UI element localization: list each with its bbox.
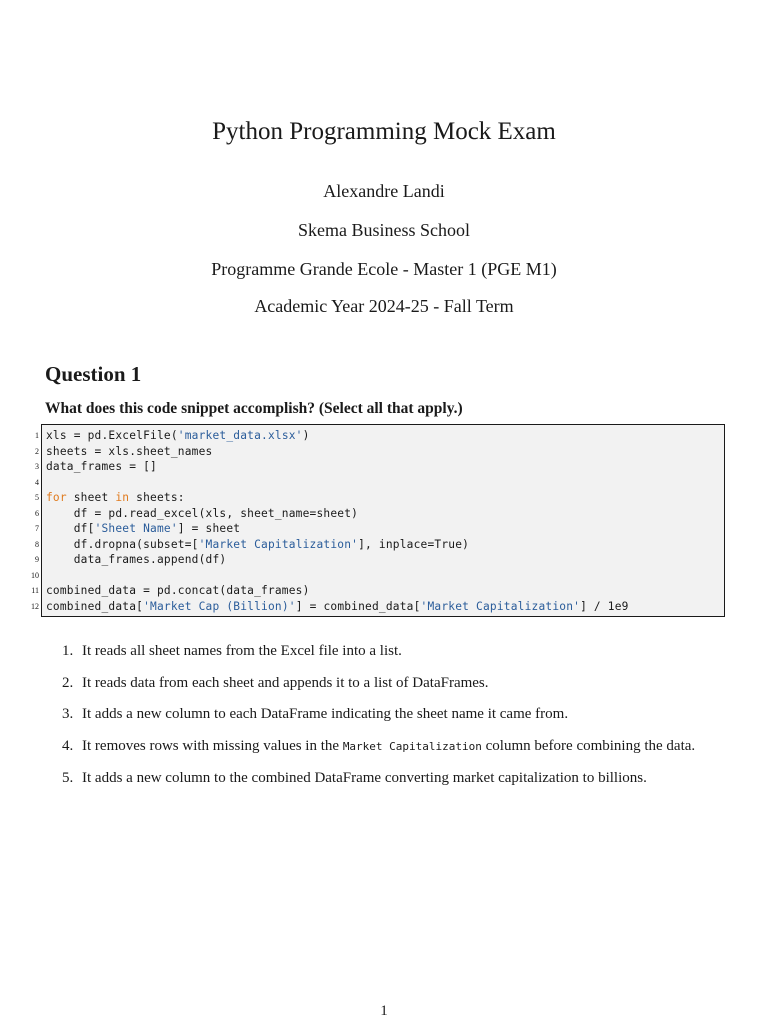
question-heading: Question 1 — [45, 362, 142, 386]
code-line — [35, 490, 724, 506]
code-keyword: for — [46, 491, 67, 504]
code-text — [46, 506, 358, 522]
line-number: 3 — [35, 462, 39, 471]
code-token: ] = combined_data[ — [295, 599, 421, 613]
answer-option — [62, 735, 695, 758]
code-text — [46, 537, 469, 553]
code-token: df = pd.read_excel(xls, sheet_name=sheet) — [46, 506, 359, 520]
exam-title: Python Programming Mock Exam — [212, 118, 556, 145]
answer-text: It adds a new column to the combined DataFrame converting market capitalization to billions. — [82, 770, 647, 786]
code-token: df[ — [46, 522, 95, 535]
code-line — [31, 599, 724, 615]
code-text — [46, 428, 310, 444]
answer-text: It reads data from each sheet and appends it to a list of DataFrames. — [82, 675, 489, 691]
code-line — [35, 428, 724, 444]
code-string: 'Market Capitalization' — [198, 537, 359, 551]
answer-option — [62, 767, 647, 789]
code-line — [35, 444, 724, 460]
code-token: ], inplace=True) — [358, 537, 470, 551]
inline-code-term: Market Capitalization — [342, 740, 482, 753]
code-token: sheet — [66, 491, 116, 504]
code-keyword: in — [115, 491, 130, 504]
answer-text: column before combining the data. — [481, 738, 696, 754]
code-text — [46, 552, 226, 568]
answer-option — [62, 703, 568, 725]
code-token: ] = sheet — [177, 522, 241, 535]
answer-number: 2. — [62, 675, 74, 691]
answer-option — [62, 672, 489, 694]
code-token: sheets: — [129, 491, 185, 504]
answer-option — [62, 640, 402, 662]
code-line — [35, 506, 724, 522]
code-string: 'Market Cap (Billion)' — [143, 599, 296, 613]
answer-text: It reads all sheet names from the Excel file into a list. — [82, 643, 402, 659]
line-number: 2 — [35, 446, 39, 456]
line-number: 12 — [31, 601, 39, 611]
answer-number: 4. — [62, 738, 74, 754]
line-number: 7 — [35, 524, 39, 533]
line-number: 5 — [35, 493, 39, 502]
institution-name: Skema Business School — [297, 220, 470, 240]
code-string: 'Sheet Name' — [94, 522, 178, 535]
answer-number: 1. — [62, 643, 74, 659]
code-token: df.dropna(subset=[ — [46, 537, 199, 551]
code-line — [35, 521, 724, 537]
line-number: 11 — [31, 586, 39, 595]
answer-number: 5. — [62, 770, 74, 786]
line-number: 8 — [35, 539, 39, 549]
code-token: xls = pd.ExcelFile( — [46, 429, 178, 442]
code-string: 'Market Capitalization' — [420, 599, 581, 613]
page-number: 1 — [380, 1003, 388, 1019]
answer-text: It adds a new column to each DataFrame indicating the sheet name it came from. — [82, 706, 569, 722]
code-line — [35, 537, 724, 553]
question-prompt: What does this code snippet accomplish? (Select all that apply.) — [45, 400, 463, 417]
code-text — [46, 490, 185, 506]
code-text — [46, 459, 157, 475]
code-line — [35, 475, 724, 491]
code-token: combined_data[ — [46, 599, 144, 613]
academic-term: Academic Year 2024-25 - Fall Term — [254, 296, 514, 316]
code-line — [35, 459, 724, 475]
code-string: 'market_data.xlsx' — [177, 429, 303, 442]
code-line — [35, 552, 724, 568]
line-number: 4 — [35, 477, 39, 487]
program-name: Programme Grande Ecole - Master 1 (PGE M1) — [211, 259, 557, 279]
line-number: 1 — [35, 431, 39, 440]
code-text — [46, 444, 212, 460]
code-token: ] / 1e9 — [580, 599, 629, 613]
code-listing — [31, 424, 725, 617]
code-token: data_frames = [] — [46, 460, 157, 473]
answer-text: It removes rows with missing values in the — [82, 738, 343, 754]
code-line — [31, 568, 724, 584]
answer-number: 3. — [62, 706, 74, 722]
code-token: combined_data = pd.concat(data_frames) — [46, 584, 310, 597]
code-text — [46, 583, 310, 599]
code-token: ) — [302, 429, 310, 442]
code-token: sheets = xls.sheet_names — [46, 444, 213, 458]
code-token: data_frames.append(df) — [46, 553, 227, 566]
code-text — [46, 521, 240, 537]
code-line — [31, 583, 724, 599]
line-number: 6 — [35, 508, 39, 518]
code-text — [46, 599, 629, 615]
line-number: 9 — [35, 555, 39, 564]
line-number: 10 — [31, 570, 39, 580]
author-name: Alexandre Landi — [323, 181, 445, 201]
